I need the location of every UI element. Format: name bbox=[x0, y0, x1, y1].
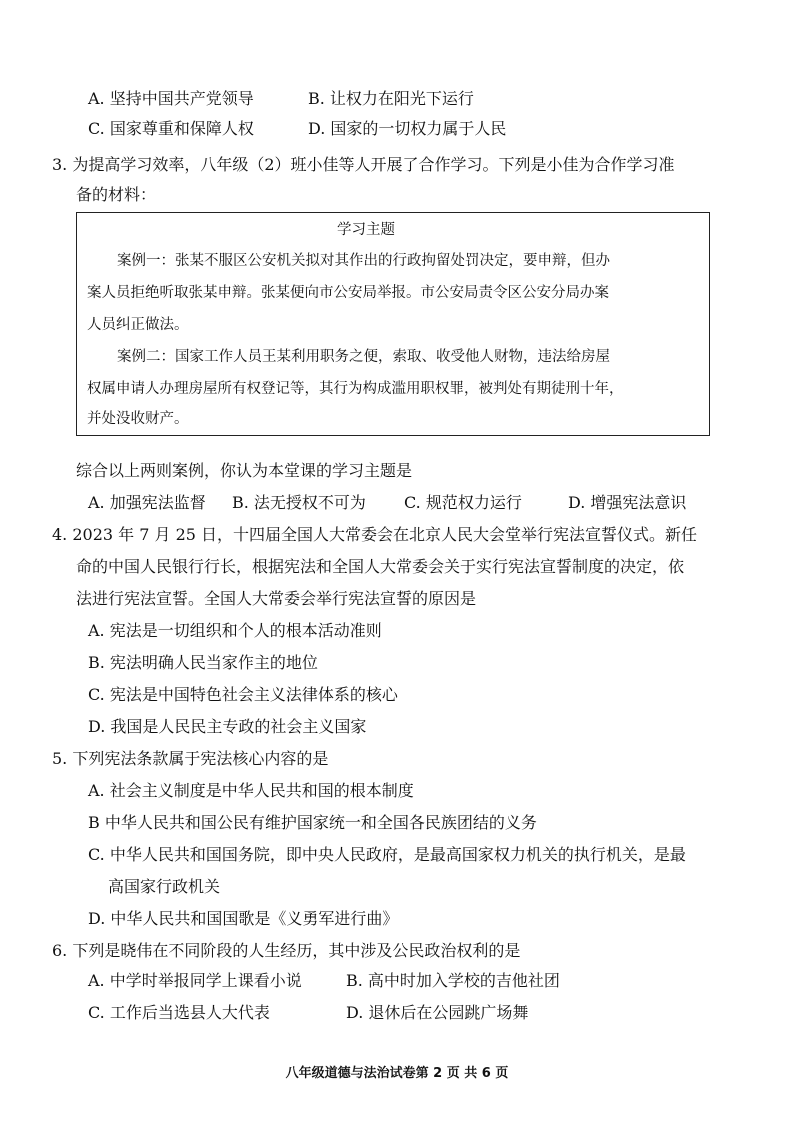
q6-stem: 6. 下列是晓伟在不同阶段的人生经历，其中涉及公民政治权利的是 bbox=[52, 941, 521, 960]
q2-option-c: C. 国家尊重和保障人权 bbox=[88, 119, 254, 138]
q4-option-b: B. 宪法明确人民当家作主的地位 bbox=[88, 653, 318, 672]
q3-stem-line-1: 3. 为提高学习效率，八年级（2）班小佳等人开展了合作学习。下列是小佳为合作学习准 bbox=[52, 155, 675, 174]
q5-option-d: D. 中华人民共和国国歌是《义勇军进行曲》 bbox=[88, 909, 399, 928]
page-footer: 八年级道德与法治试卷第 2 页 共 6 页 bbox=[285, 1066, 509, 1081]
q5-option-c-line-2: 高国家行政机关 bbox=[108, 877, 221, 896]
case1-line-2: 案人员拒绝听取张某申辩。张某便向市公安局举报。市公安局责令区公安分局办案 bbox=[87, 285, 609, 301]
q2-option-d: D. 国家的一切权力属于人民 bbox=[308, 119, 507, 138]
q4-stem-line-2: 命的中国人民银行行长，根据宪法和全国人大常委会关于实行宪法宣誓制度的决定，依 bbox=[76, 557, 685, 576]
q5-option-c-line-1: C. 中华人民共和国国务院，即中央人民政府，是最高国家权力机关的执行机关，是最 bbox=[88, 845, 686, 864]
box-title: 学习主题 bbox=[337, 222, 395, 238]
q3-option-b: B. 法无授权不可为 bbox=[232, 493, 366, 512]
q3-option-c: C. 规范权力运行 bbox=[404, 493, 522, 512]
q6-option-c: C. 工作后当选县人大代表 bbox=[88, 1003, 270, 1022]
q6-option-a: A. 中学时举报同学上课看小说 bbox=[88, 971, 302, 990]
case1-line-1: 案例一：张某不服区公安机关拟对其作出的行政拘留处罚决定，要申辩，但办 bbox=[117, 253, 610, 269]
q4-stem-line-1: 4. 2023 年 7 月 25 日，十四届全国人大常委会在北京人民大会堂举行宪法宣誓仪式。新任 bbox=[52, 525, 698, 544]
q5-option-a: A. 社会主义制度是中华人民共和国的根本制度 bbox=[88, 781, 414, 800]
q5-option-b: B 中华人民共和国公民有维护国家统一和全国各民族团结的义务 bbox=[88, 813, 537, 832]
q4-stem-line-3: 法进行宪法宣誓。全国人大常委会举行宪法宣誓的原因是 bbox=[76, 589, 477, 608]
case2-line-1: 案例二：国家工作人员王某利用职务之便，索取、收受他人财物，违法给房屋 bbox=[117, 349, 610, 365]
case2-line-2: 权属申请人办理房屋所有权登记等，其行为构成滥用职权罪，被判处有期徒刑十年， bbox=[87, 381, 624, 397]
q3-stem-line-2: 备的材料： bbox=[76, 185, 157, 204]
q2-option-b: B. 让权力在阳光下运行 bbox=[308, 89, 474, 108]
q4-option-a: A. 宪法是一切组织和个人的根本活动准则 bbox=[88, 621, 382, 640]
case2-line-3: 并处没收财产。 bbox=[87, 411, 189, 427]
q3-question: 综合以上两则案例，你认为本堂课的学习主题是 bbox=[76, 461, 413, 480]
q3-option-a: A. 加强宪法监督 bbox=[88, 493, 206, 512]
q6-option-b: B. 高中时加入学校的吉他社团 bbox=[346, 971, 560, 990]
q3-material-box bbox=[76, 212, 710, 436]
q6-option-d: D. 退休后在公园跳广场舞 bbox=[346, 1003, 529, 1022]
q3-option-d: D. 增强宪法意识 bbox=[568, 493, 687, 512]
case1-line-3: 人员纠正做法。 bbox=[87, 317, 189, 333]
q2-option-a: A. 坚持中国共产党领导 bbox=[88, 89, 254, 108]
q4-option-d: D. 我国是人民民主专政的社会主义国家 bbox=[88, 717, 367, 736]
q5-stem: 5. 下列宪法条款属于宪法核心内容的是 bbox=[52, 749, 329, 768]
q4-option-c: C. 宪法是中国特色社会主义法律体系的核心 bbox=[88, 685, 398, 704]
